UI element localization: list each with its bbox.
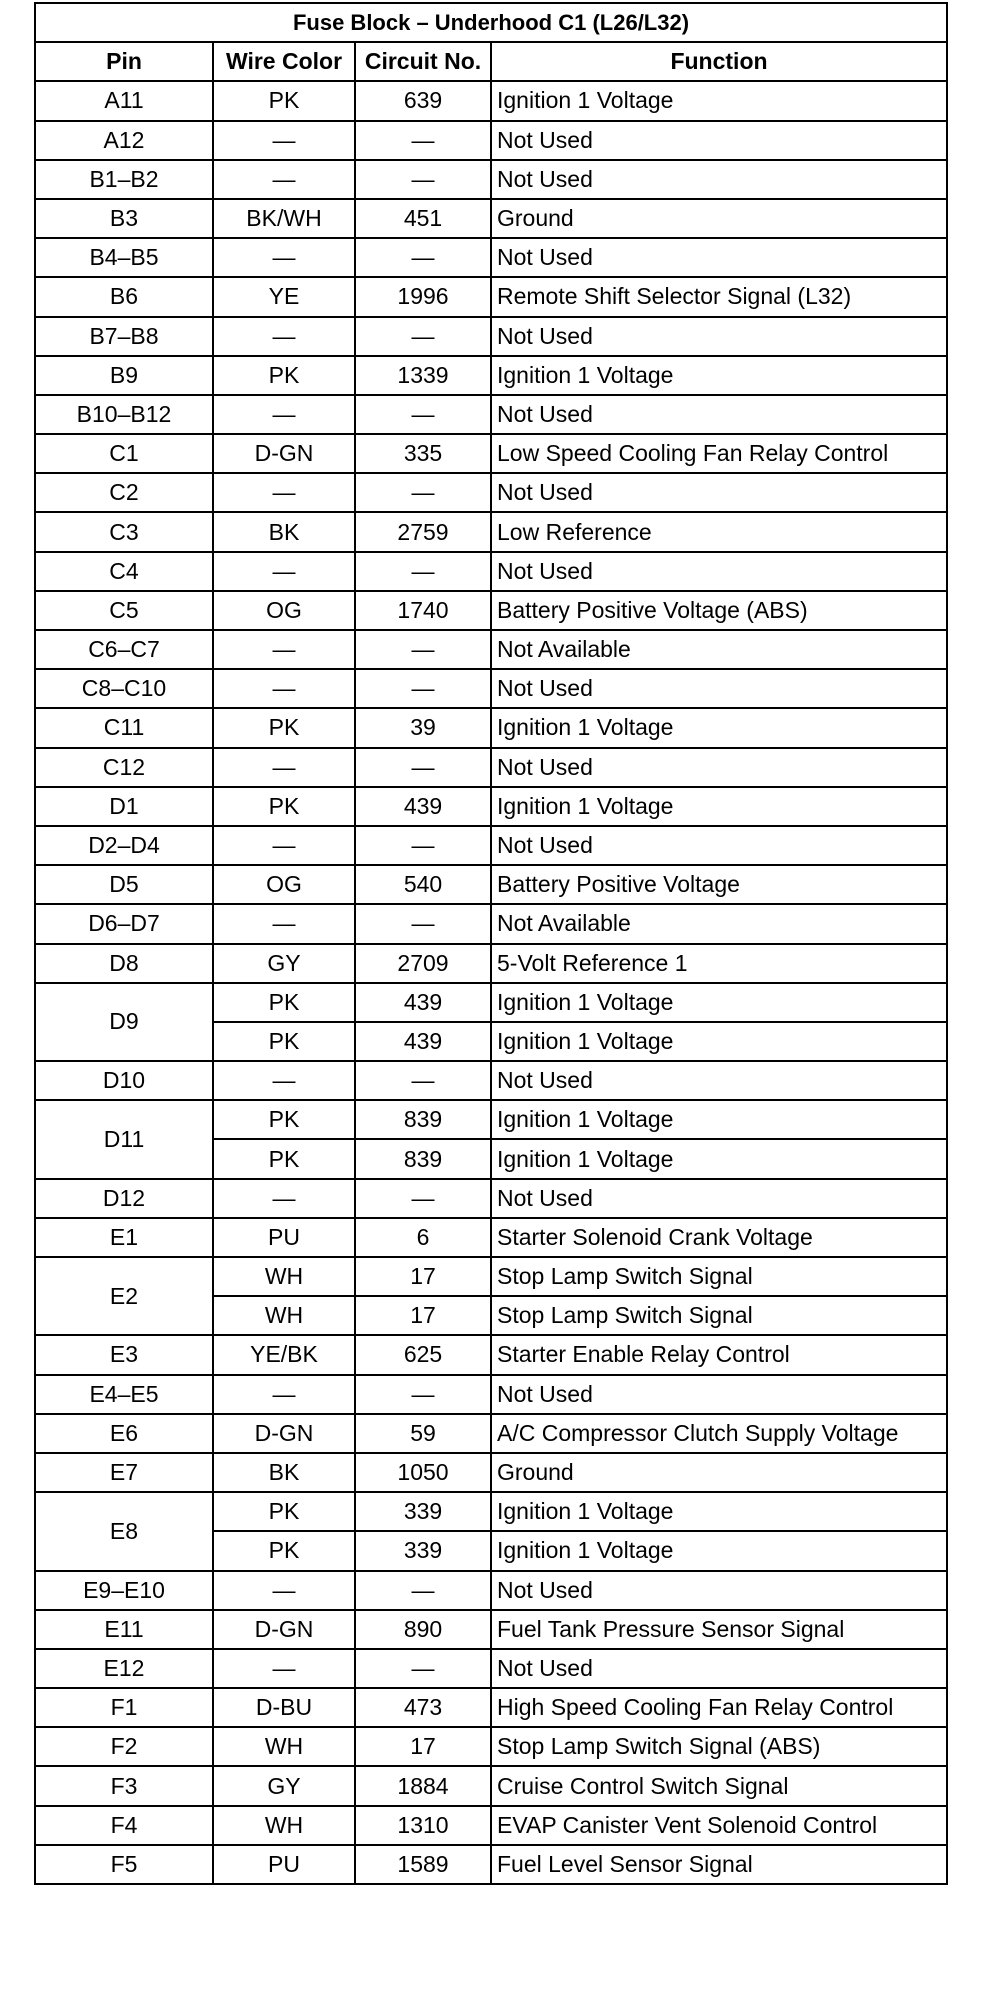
table-row	[35, 1453, 947, 1492]
pin-cell: E12	[35, 1649, 213, 1688]
pin-cell: B4–B5	[35, 238, 213, 277]
pin-cell: F5	[35, 1845, 213, 1884]
table-row	[35, 1688, 947, 1727]
wire-color-cell: PK	[213, 983, 355, 1022]
pin-cell: F3	[35, 1766, 213, 1805]
function-cell: Ground	[491, 199, 947, 238]
circuit-no-cell: 17	[355, 1257, 491, 1296]
wire-color-cell: —	[213, 1649, 355, 1688]
table-row	[35, 199, 947, 238]
wire-color-cell: —	[213, 160, 355, 199]
wire-color-cell: PK	[213, 1100, 355, 1139]
pin-cell: F1	[35, 1688, 213, 1727]
function-cell: Low Reference	[491, 512, 947, 551]
pin-cell: E9–E10	[35, 1571, 213, 1610]
circuit-no-cell: —	[355, 1649, 491, 1688]
circuit-no-cell: —	[355, 160, 491, 199]
table-header	[35, 3, 947, 81]
wire-color-cell: PK	[213, 1139, 355, 1178]
circuit-no-cell: —	[355, 552, 491, 591]
wire-color-cell: PK	[213, 356, 355, 395]
function-cell: Ignition 1 Voltage	[491, 81, 947, 120]
wire-color-cell: D-GN	[213, 1610, 355, 1649]
table-row	[35, 1100, 947, 1139]
title-row	[35, 3, 947, 42]
table-row	[35, 121, 947, 160]
pin-cell: B10–B12	[35, 395, 213, 434]
pin-cell: E4–E5	[35, 1375, 213, 1414]
table-row	[35, 826, 947, 865]
function-cell: Starter Enable Relay Control	[491, 1335, 947, 1374]
column-header-circuit-no: Circuit No.	[355, 42, 491, 81]
table-row	[35, 904, 947, 943]
circuit-no-cell: —	[355, 1375, 491, 1414]
pin-cell: E11	[35, 1610, 213, 1649]
pin-cell: A11	[35, 81, 213, 120]
table-row	[35, 473, 947, 512]
pin-cell: B3	[35, 199, 213, 238]
circuit-no-cell: —	[355, 826, 491, 865]
function-cell: Not Used	[491, 552, 947, 591]
circuit-no-cell: —	[355, 904, 491, 943]
function-cell: Not Used	[491, 160, 947, 199]
wire-color-cell: WH	[213, 1296, 355, 1335]
pin-cell: C6–C7	[35, 630, 213, 669]
table-row	[35, 1179, 947, 1218]
function-cell: Not Used	[491, 826, 947, 865]
table-row	[35, 512, 947, 551]
wire-color-cell: PK	[213, 708, 355, 747]
circuit-no-cell: 839	[355, 1139, 491, 1178]
wire-color-cell: PK	[213, 787, 355, 826]
circuit-no-cell: 439	[355, 1022, 491, 1061]
pin-cell: D2–D4	[35, 826, 213, 865]
pin-cell: C5	[35, 591, 213, 630]
table-row	[35, 630, 947, 669]
wire-color-cell: —	[213, 1061, 355, 1100]
fuse-block-table	[34, 2, 948, 1885]
pin-cell: E7	[35, 1453, 213, 1492]
wire-color-cell: YE/BK	[213, 1335, 355, 1374]
circuit-no-cell: 1589	[355, 1845, 491, 1884]
function-cell: Not Used	[491, 317, 947, 356]
table-row	[35, 1492, 947, 1531]
wire-color-cell: D-GN	[213, 434, 355, 473]
function-cell: Starter Solenoid Crank Voltage	[491, 1218, 947, 1257]
wire-color-cell: YE	[213, 277, 355, 316]
pin-cell: D1	[35, 787, 213, 826]
circuit-no-cell: 1050	[355, 1453, 491, 1492]
table-row	[35, 1218, 947, 1257]
table-row	[35, 552, 947, 591]
circuit-no-cell: 540	[355, 865, 491, 904]
table-row	[35, 1061, 947, 1100]
function-cell: 5-Volt Reference 1	[491, 944, 947, 983]
pin-cell: B7–B8	[35, 317, 213, 356]
circuit-no-cell: 473	[355, 1688, 491, 1727]
table-row	[35, 865, 947, 904]
table-row	[35, 591, 947, 630]
pin-cell: D6–D7	[35, 904, 213, 943]
function-cell: Ignition 1 Voltage	[491, 1531, 947, 1570]
function-cell: Ignition 1 Voltage	[491, 1139, 947, 1178]
table-row	[35, 238, 947, 277]
table-row	[35, 317, 947, 356]
wire-color-cell: OG	[213, 591, 355, 630]
table-row	[35, 1806, 947, 1845]
function-cell: Stop Lamp Switch Signal	[491, 1257, 947, 1296]
table-row	[35, 277, 947, 316]
wire-color-cell: WH	[213, 1806, 355, 1845]
wire-color-cell: BK/WH	[213, 199, 355, 238]
wire-color-cell: PU	[213, 1845, 355, 1884]
circuit-no-cell: —	[355, 1061, 491, 1100]
function-cell: Not Available	[491, 904, 947, 943]
circuit-no-cell: 17	[355, 1296, 491, 1335]
table-row	[35, 1257, 947, 1296]
wire-color-cell: —	[213, 395, 355, 434]
pin-cell: D8	[35, 944, 213, 983]
circuit-no-cell: —	[355, 748, 491, 787]
wire-color-cell: GY	[213, 944, 355, 983]
function-cell: High Speed Cooling Fan Relay Control	[491, 1688, 947, 1727]
table-row	[35, 1375, 947, 1414]
table-row	[35, 669, 947, 708]
table-row	[35, 944, 947, 983]
table-row	[35, 787, 947, 826]
circuit-no-cell: 639	[355, 81, 491, 120]
pin-cell: F4	[35, 1806, 213, 1845]
circuit-no-cell: —	[355, 121, 491, 160]
circuit-no-cell: 2759	[355, 512, 491, 551]
circuit-no-cell: 1339	[355, 356, 491, 395]
function-cell: Ignition 1 Voltage	[491, 356, 947, 395]
circuit-no-cell: 1996	[355, 277, 491, 316]
function-cell: Battery Positive Voltage	[491, 865, 947, 904]
pin-cell: E6	[35, 1414, 213, 1453]
function-cell: Battery Positive Voltage (ABS)	[491, 591, 947, 630]
pin-cell: D12	[35, 1179, 213, 1218]
function-cell: Stop Lamp Switch Signal	[491, 1296, 947, 1335]
table-row	[35, 1414, 947, 1453]
circuit-no-cell: —	[355, 630, 491, 669]
function-cell: Ground	[491, 1453, 947, 1492]
circuit-no-cell: 39	[355, 708, 491, 747]
column-header-row	[35, 42, 947, 81]
column-header-function: Function	[491, 42, 947, 81]
table-row	[35, 1335, 947, 1374]
table-row	[35, 1571, 947, 1610]
column-header-wire-color: Wire Color	[213, 42, 355, 81]
table-row	[35, 1845, 947, 1884]
pin-cell: B9	[35, 356, 213, 395]
circuit-no-cell: 339	[355, 1492, 491, 1531]
circuit-no-cell: 2709	[355, 944, 491, 983]
circuit-no-cell: —	[355, 669, 491, 708]
wire-color-cell: —	[213, 748, 355, 787]
function-cell: Not Used	[491, 1649, 947, 1688]
table-row	[35, 748, 947, 787]
wire-color-cell: —	[213, 473, 355, 512]
function-cell: Not Used	[491, 669, 947, 708]
circuit-no-cell: —	[355, 238, 491, 277]
wire-color-cell: BK	[213, 512, 355, 551]
wire-color-cell: D-BU	[213, 1688, 355, 1727]
table-row	[35, 1610, 947, 1649]
pin-cell: C4	[35, 552, 213, 591]
circuit-no-cell: —	[355, 473, 491, 512]
wire-color-cell: PK	[213, 81, 355, 120]
circuit-no-cell: 1310	[355, 1806, 491, 1845]
function-cell: Ignition 1 Voltage	[491, 983, 947, 1022]
table-row	[35, 81, 947, 120]
circuit-no-cell: —	[355, 395, 491, 434]
pin-cell: C2	[35, 473, 213, 512]
table-row	[35, 1727, 947, 1766]
function-cell: Fuel Tank Pressure Sensor Signal	[491, 1610, 947, 1649]
function-cell: Not Used	[491, 1179, 947, 1218]
function-cell: Not Used	[491, 395, 947, 434]
circuit-no-cell: —	[355, 1571, 491, 1610]
function-cell: Stop Lamp Switch Signal (ABS)	[491, 1727, 947, 1766]
table-row	[35, 160, 947, 199]
wire-color-cell: —	[213, 904, 355, 943]
pin-cell: B1–B2	[35, 160, 213, 199]
circuit-no-cell: 59	[355, 1414, 491, 1453]
function-cell: Fuel Level Sensor Signal	[491, 1845, 947, 1884]
function-cell: Not Used	[491, 1571, 947, 1610]
pin-cell: C8–C10	[35, 669, 213, 708]
pin-cell: E3	[35, 1335, 213, 1374]
wire-color-cell: —	[213, 669, 355, 708]
wire-color-cell: —	[213, 121, 355, 160]
function-cell: Ignition 1 Voltage	[491, 1100, 947, 1139]
wire-color-cell: WH	[213, 1727, 355, 1766]
pin-cell: E2	[35, 1257, 213, 1335]
function-cell: Low Speed Cooling Fan Relay Control	[491, 434, 947, 473]
function-cell: A/C Compressor Clutch Supply Voltage	[491, 1414, 947, 1453]
pin-cell: D11	[35, 1100, 213, 1178]
wire-color-cell: —	[213, 1179, 355, 1218]
function-cell: Ignition 1 Voltage	[491, 1022, 947, 1061]
wire-color-cell: PK	[213, 1531, 355, 1570]
wire-color-cell: —	[213, 1375, 355, 1414]
function-cell: Not Used	[491, 473, 947, 512]
circuit-no-cell: 6	[355, 1218, 491, 1257]
wire-color-cell: BK	[213, 1453, 355, 1492]
column-header-pin: Pin	[35, 42, 213, 81]
wire-color-cell: PU	[213, 1218, 355, 1257]
wire-color-cell: WH	[213, 1257, 355, 1296]
pin-cell: A12	[35, 121, 213, 160]
table-row	[35, 1649, 947, 1688]
circuit-no-cell: 439	[355, 787, 491, 826]
wire-color-cell: —	[213, 552, 355, 591]
circuit-no-cell: 1884	[355, 1766, 491, 1805]
pin-cell: C1	[35, 434, 213, 473]
circuit-no-cell: 890	[355, 1610, 491, 1649]
function-cell: Not Available	[491, 630, 947, 669]
table-row	[35, 708, 947, 747]
wire-color-cell: —	[213, 1571, 355, 1610]
pin-cell: C12	[35, 748, 213, 787]
pin-cell: C3	[35, 512, 213, 551]
pin-cell: D9	[35, 983, 213, 1061]
wire-color-cell: PK	[213, 1022, 355, 1061]
table-body	[35, 81, 947, 1884]
pin-cell: F2	[35, 1727, 213, 1766]
function-cell: EVAP Canister Vent Solenoid Control	[491, 1806, 947, 1845]
function-cell: Not Used	[491, 1375, 947, 1414]
function-cell: Not Used	[491, 748, 947, 787]
pin-cell: C11	[35, 708, 213, 747]
table-title: Fuse Block – Underhood C1 (L26/L32)	[35, 3, 947, 42]
pin-cell: E1	[35, 1218, 213, 1257]
pin-cell: D10	[35, 1061, 213, 1100]
function-cell: Not Used	[491, 1061, 947, 1100]
circuit-no-cell: 17	[355, 1727, 491, 1766]
circuit-no-cell: 451	[355, 199, 491, 238]
table-row	[35, 983, 947, 1022]
wire-color-cell: —	[213, 238, 355, 277]
circuit-no-cell: 335	[355, 434, 491, 473]
circuit-no-cell: 839	[355, 1100, 491, 1139]
wire-color-cell: —	[213, 630, 355, 669]
wire-color-cell: PK	[213, 1492, 355, 1531]
table-row	[35, 356, 947, 395]
circuit-no-cell: 1740	[355, 591, 491, 630]
function-cell: Cruise Control Switch Signal	[491, 1766, 947, 1805]
circuit-no-cell: 625	[355, 1335, 491, 1374]
wire-color-cell: D-GN	[213, 1414, 355, 1453]
circuit-no-cell: —	[355, 1179, 491, 1218]
function-cell: Not Used	[491, 238, 947, 277]
table-row	[35, 434, 947, 473]
function-cell: Not Used	[491, 121, 947, 160]
wire-color-cell: OG	[213, 865, 355, 904]
wire-color-cell: —	[213, 826, 355, 865]
pin-cell: E8	[35, 1492, 213, 1570]
pin-cell: D5	[35, 865, 213, 904]
wire-color-cell: GY	[213, 1766, 355, 1805]
function-cell: Remote Shift Selector Signal (L32)	[491, 277, 947, 316]
circuit-no-cell: 439	[355, 983, 491, 1022]
table-row	[35, 1766, 947, 1805]
pin-cell: B6	[35, 277, 213, 316]
function-cell: Ignition 1 Voltage	[491, 787, 947, 826]
table-row	[35, 395, 947, 434]
circuit-no-cell: —	[355, 317, 491, 356]
wire-color-cell: —	[213, 317, 355, 356]
function-cell: Ignition 1 Voltage	[491, 708, 947, 747]
circuit-no-cell: 339	[355, 1531, 491, 1570]
function-cell: Ignition 1 Voltage	[491, 1492, 947, 1531]
